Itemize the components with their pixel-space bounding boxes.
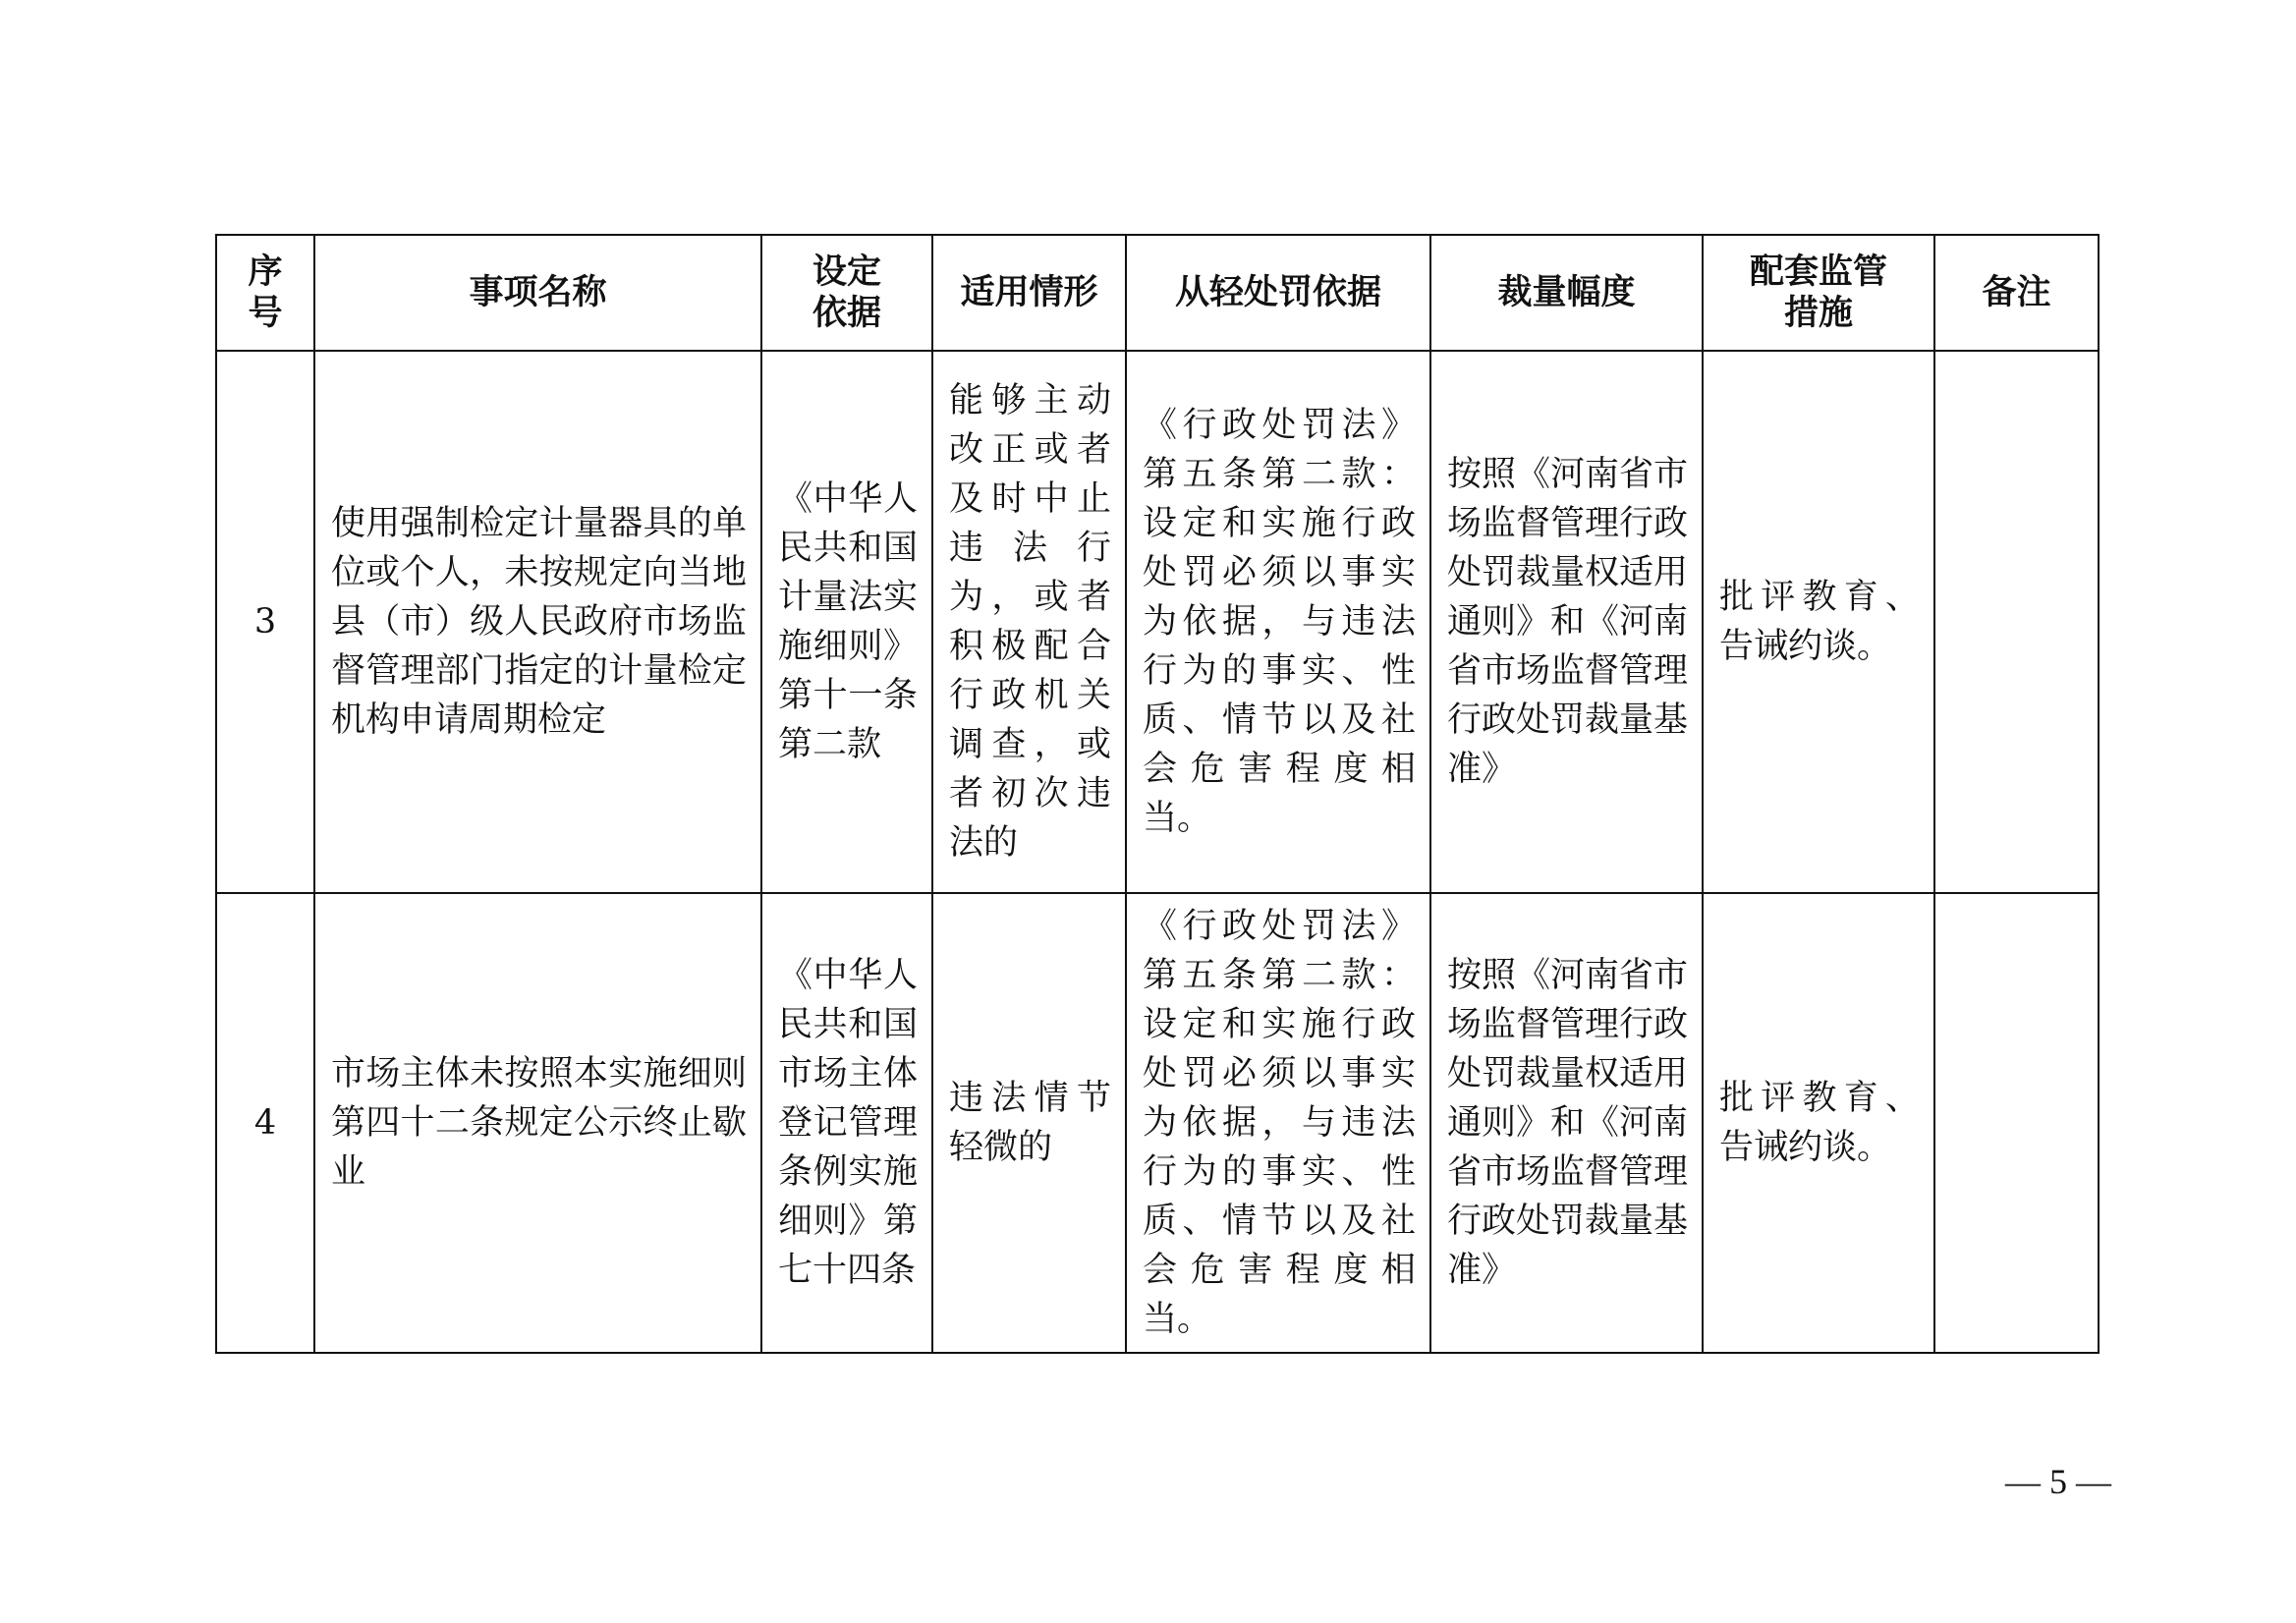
row-range: 按照《河南省市场监督管理行政处罚裁量权适用通则》和《河南省市场监督管理行政处罚裁量基准》 bbox=[1430, 351, 1703, 893]
header-basis: 设定依据 bbox=[761, 235, 932, 351]
penalty-discretion-table bbox=[215, 234, 2100, 1354]
table-row bbox=[216, 351, 2099, 893]
header-lenient-basis: 从轻处罚依据 bbox=[1126, 235, 1430, 351]
header-range: 裁量幅度 bbox=[1430, 235, 1703, 351]
table-row bbox=[216, 893, 2099, 1353]
row-situation: 能够主动改正或者及时中止违法行为，或者积极配合行政机关调查，或者初次违法的 bbox=[932, 351, 1126, 893]
row-name: 使用强制检定计量器具的单位或个人，未按规定向当地县（市）级人民政府市场监督管理部门指定的计量检定机构申请周期检定 bbox=[314, 351, 761, 893]
row-remarks bbox=[1934, 351, 2099, 893]
row-supervision: 批评教育、告诫约谈。 bbox=[1703, 351, 1934, 893]
row-remarks bbox=[1934, 893, 2099, 1353]
row-basis: 《中华人民共和国市场主体登记管理条例实施细则》第七十四条 bbox=[761, 893, 932, 1353]
row-seq: 4 bbox=[216, 893, 314, 1353]
row-situation: 违法情节轻微的 bbox=[932, 893, 1126, 1353]
table-header-row bbox=[216, 235, 2099, 351]
row-basis: 《中华人民共和国计量法实施细则》第十一条第二款 bbox=[761, 351, 932, 893]
header-situation: 适用情形 bbox=[932, 235, 1126, 351]
page-number: — 5 — bbox=[2005, 1462, 2111, 1501]
header-supervision: 配套监管措施 bbox=[1703, 235, 1934, 351]
row-name: 市场主体未按照本实施细则第四十二条规定公示终止歇业 bbox=[314, 893, 761, 1353]
row-lenient-basis: 《行政处罚法》第五条第二款：设定和实施行政处罚必须以事实为依据，与违法行为的事实、性质、情节以及社会危害程度相当。 bbox=[1126, 351, 1430, 893]
header-name: 事项名称 bbox=[314, 235, 761, 351]
row-seq: 3 bbox=[216, 351, 314, 893]
header-seq: 序号 bbox=[216, 235, 314, 351]
header-remarks: 备注 bbox=[1934, 235, 2099, 351]
row-range: 按照《河南省市场监督管理行政处罚裁量权适用通则》和《河南省市场监督管理行政处罚裁量基准》 bbox=[1430, 893, 1703, 1353]
row-lenient-basis: 《行政处罚法》第五条第二款：设定和实施行政处罚必须以事实为依据，与违法行为的事实、性质、情节以及社会危害程度相当。 bbox=[1126, 893, 1430, 1353]
row-supervision: 批评教育、告诫约谈。 bbox=[1703, 893, 1934, 1353]
